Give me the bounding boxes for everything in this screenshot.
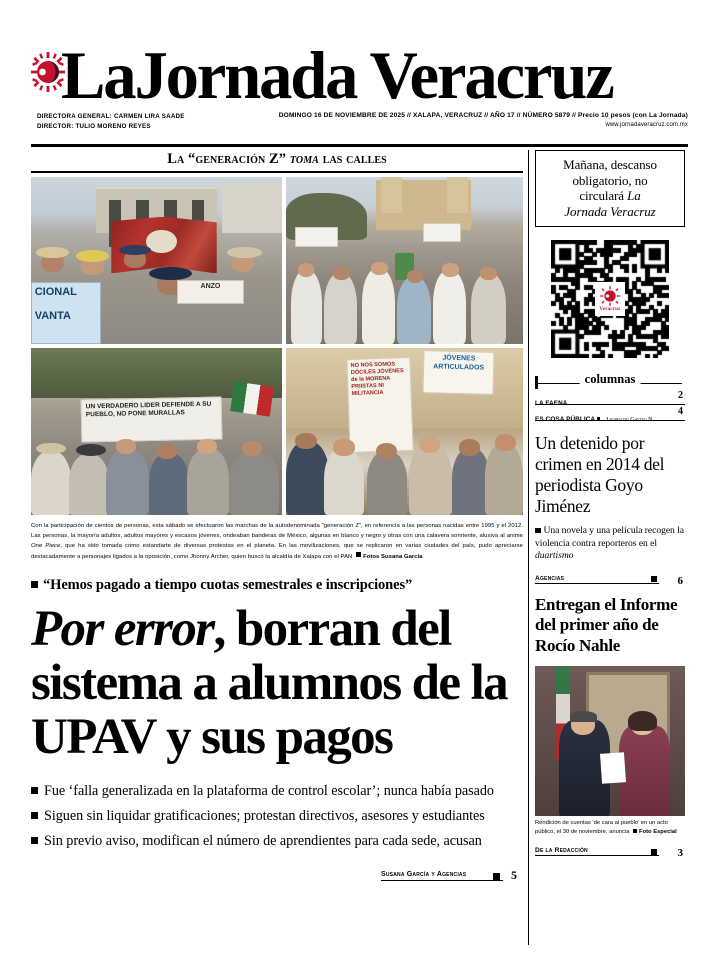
sidebar-story2-byline-row — [535, 842, 685, 860]
qr-code-wrapper — [535, 240, 685, 358]
sidebar-story1-headline: Un detenido por crimen en 2014 del periodista Goyo Jiménez — [535, 433, 665, 516]
kicker-part2: las calles — [318, 151, 387, 167]
masthead — [31, 37, 688, 140]
bullet-square-icon — [633, 829, 637, 833]
bullet-square-icon — [493, 873, 500, 880]
sidebar-story1-byline-row — [535, 570, 685, 585]
masthead-credits — [37, 112, 185, 131]
sidebar-story1-subhead: Una novela y una película recogen la violencia contra reporteros en el duartismo — [535, 525, 684, 562]
bullet-square-icon — [31, 837, 38, 844]
kicker-rule — [31, 171, 523, 173]
dateline: DOMINGO 16 DE NOVIEMBRE DE 2025 // XALAPA, VERACRUZ // AÑO 17 // NÚMERO 5879 // Precio 10 pesos (con La Jornada) — [278, 112, 688, 119]
paper-title: LaJornada Veracruz — [61, 37, 613, 113]
separator-dot-icon — [597, 417, 600, 420]
qr-logo-label: Veracruz — [599, 307, 621, 312]
main-story-page-number[interactable]: 5 — [511, 868, 517, 883]
sidebar-story2-caption: Rendición de cuentas ‘de cara al pueblo’ en un acto público, el 30 de noviembre, anuncia Foto Especial — [535, 820, 677, 835]
sidebar-story1-page-number[interactable]: 6 — [677, 574, 683, 587]
sidebar-story2-headline: Entregan el Informe del primer año de Rocío Nahle — [535, 594, 678, 655]
main-story-bullets — [31, 779, 523, 854]
notice-box: Mañana, descanso obligatorio, no circulará La Jornada Veracruz — [535, 150, 685, 227]
columna-item-la-faena[interactable]: LA FAENA 2 — [535, 390, 683, 407]
main-story-byline-row — [31, 864, 523, 882]
photo-grid — [31, 177, 523, 517]
main-story-bullet: Fue ‘falla generalizada en la plataforma de control escolar’; nunca había pasado — [31, 779, 523, 804]
photo1-sign-right: ANZO — [177, 280, 245, 303]
sidebar-story-rocio-nahle — [535, 594, 685, 860]
sidebar-story-goyo-jimenez — [535, 433, 685, 585]
main-story-headline: Por error, borran del sistema a alumnos de la UPAV y sus pagos — [31, 601, 508, 766]
masthead-rule — [31, 144, 688, 147]
photo4-sign-b: JÓVENES ARTICULADOS — [423, 350, 495, 395]
sidebar-story2-page-number[interactable]: 3 — [677, 847, 683, 860]
main-story-kicker: “Hemos pagado a tiempo cuotas semestrales e inscripciones” — [31, 576, 523, 595]
photo4-sign-a: NO NOS SOMOS DÓCILES JÓVENES de la MORENA PRIISTAS NI MILITANCIA — [346, 357, 413, 453]
photo-protest-crowd-red-flag — [31, 177, 282, 344]
main-story-bullet: Sin previo aviso, modifican el número de aprendientes para cada sede, acusan — [31, 829, 523, 854]
bullet-square-icon — [31, 787, 38, 794]
bullet-square-icon — [31, 581, 38, 588]
photo-protest-crowd-white-banner — [31, 348, 282, 515]
photo-protest-youth-signs — [286, 348, 523, 515]
nahle-report-handover-photo — [535, 666, 685, 816]
byline-rule — [381, 880, 503, 881]
columnas-heading: columnas — [535, 372, 685, 389]
photo-protest-crowd-street-church — [286, 177, 523, 344]
kicker-part1: La “generación Z” — [167, 151, 290, 167]
bullet-square-icon — [651, 576, 657, 582]
byline-rule — [535, 855, 659, 856]
photo-feature-caption: Con la participación de cientos de personas, esta sábado se efectuaron las marchas de la autodenominada “generación Z”, en referencia a las personas nacidas entre 1995 y el 2012. Las personas, la mayoría adultos, adultos mayores y escasos jóvenes, ondeaban banderas de México, algunas en blanco y negro y otras con una calavera sonriente, alusiva al anime One Piece, que ha sido tomada como estandarte de diversas protestas en el planeta. En las movilizaciones, que se replicaron en varias ciudades del país, pudo apreciarse destacadamente a personajes ligados a la oposición, como Jhonny Archer, quien buscó la alcaldía de Xalapa con el PAN Fotos Susana García — [31, 522, 523, 560]
qr-center-logo-icon — [595, 282, 625, 316]
columna-item-es-cosa-publica[interactable]: ES COSA PÚBLICA Leopoldo Gavito N. 4 — [535, 406, 683, 423]
main-story-bullet: Siguen sin liquidar gratificaciones; protestan directivos, asesores y estudiantes — [31, 804, 523, 829]
photo3-banner: UN VERDADERO LIDER DEFIENDE A SU PUEBLO, NO PONE MURALLAS — [81, 396, 222, 442]
website-url: www.jornadaveracruz.com.mx — [605, 122, 688, 128]
bullet-square-icon — [651, 849, 657, 855]
kicker-italic: toma — [289, 151, 319, 167]
qr-code[interactable] — [551, 240, 669, 358]
bullet-square-icon — [31, 812, 38, 819]
column-divider — [528, 150, 529, 945]
byline-rule — [535, 583, 659, 584]
photo-feature-kicker — [31, 150, 523, 170]
jornada-sun-logo-icon — [31, 52, 65, 92]
right-sidebar — [535, 150, 688, 860]
director-general-label: DIRECTORA GENERAL: CARMEN LIRA SAADE — [37, 113, 185, 120]
left-column — [31, 150, 523, 882]
sidebar-story1-byline: Agencias — [535, 574, 565, 582]
director-label: DIRECTOR: TULIO MORENO REYES — [37, 122, 151, 130]
main-story-byline: Susana García y Agencias — [381, 871, 467, 879]
photo1-sign-left: CIONAL VANTA — [31, 282, 101, 344]
main-story — [31, 576, 523, 882]
sidebar-story2-byline: De la Redacción — [535, 847, 588, 855]
bullet-square-icon — [535, 528, 541, 534]
